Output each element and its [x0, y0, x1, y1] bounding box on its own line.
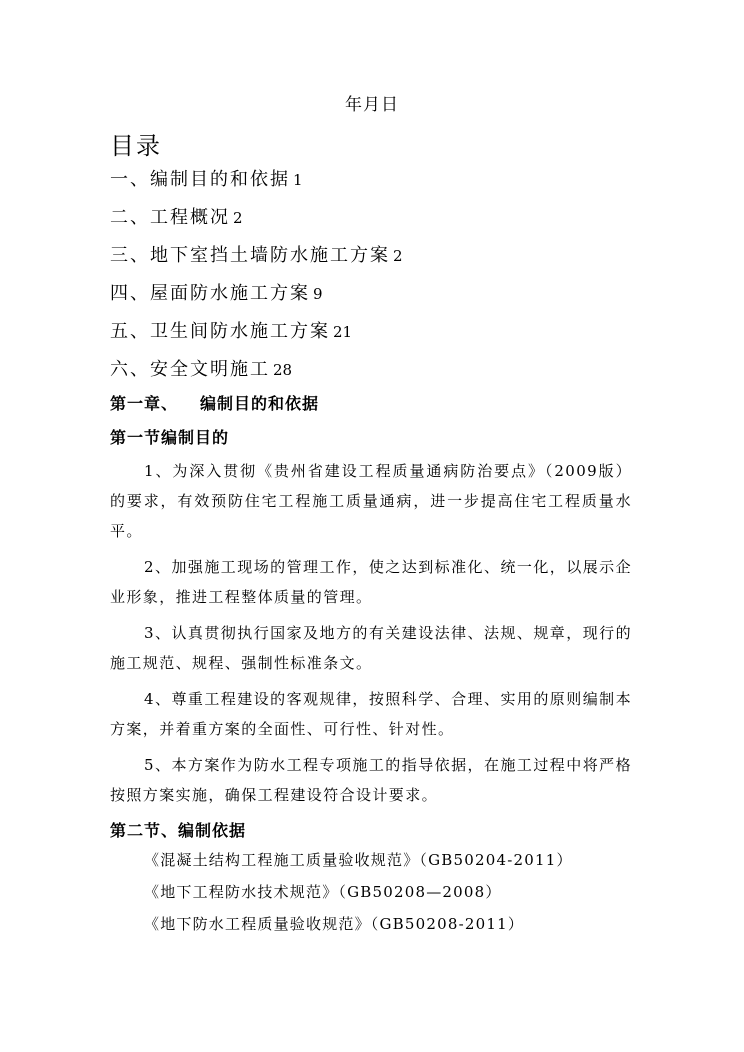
- chapter-number: 第一章、: [110, 394, 179, 413]
- paragraph: 2、加强施工现场的管理工作，使之达到标准化、统一化，以展示企业形象，推进工程整体质量的管理。: [110, 558, 632, 606]
- table-of-contents: [110, 168, 403, 396]
- toc-item-page: 21: [333, 323, 353, 341]
- purpose-paragraphs: [110, 456, 632, 810]
- paragraph: 4、尊重工程建设的客观规律，按照科学、合理、实用的原则编制本方案，并着重方案的全面性、可行性、针对性。: [110, 690, 632, 738]
- reference-item: 《混凝土结构工程施工质量验收规范》（GB50204-2011）: [144, 851, 573, 869]
- reference-list: [110, 845, 632, 939]
- toc-item-page: 1: [293, 171, 303, 189]
- date-line: 年月日: [345, 95, 399, 115]
- toc-item[interactable]: [110, 320, 403, 358]
- toc-item-page: 9: [313, 285, 323, 303]
- toc-item-label: 六、安全文明施工: [110, 359, 270, 380]
- toc-item-label: 二、工程概况: [110, 207, 230, 228]
- paragraph: 3、认真贯彻执行国家及地方的有关建设法律、法规、规章，现行的施工规范、规程、强制性标准条文。: [110, 624, 632, 672]
- reference-item: 《地下防水工程质量验收规范》（GB50208-2011）: [144, 915, 525, 933]
- section-heading-basis: 第二节、编制依据: [110, 821, 247, 840]
- section-heading-purpose: 第一节编制目的: [110, 428, 230, 447]
- toc-item-page: 2: [393, 247, 403, 265]
- toc-title: 目录: [110, 132, 162, 160]
- toc-item-label: 一、编制目的和依据: [110, 169, 290, 190]
- toc-item-label: 四、屋面防水施工方案: [110, 283, 310, 304]
- paragraph: 5、本方案作为防水工程专项施工的指导依据，在施工过程中将严格按照方案实施，确保工程建设符合设计要求。: [110, 756, 632, 804]
- toc-item-label: 五、卫生间防水施工方案: [110, 321, 330, 342]
- toc-item[interactable]: [110, 244, 403, 282]
- toc-item-page: 28: [273, 361, 293, 379]
- toc-item[interactable]: [110, 282, 403, 320]
- toc-item-page: 2: [233, 209, 243, 227]
- toc-item[interactable]: [110, 168, 403, 206]
- chapter-heading: [110, 391, 319, 414]
- reference-item: 《地下工程防水技术规范》（GB50208—2008）: [144, 883, 502, 901]
- paragraph: 1、为深入贯彻《贵州省建设工程质量通病防治要点》（2009版）的要求，有效预防住宅工程施工质量通病，进一步提高住宅工程质量水平。: [110, 462, 632, 540]
- toc-item-label: 三、地下室挡土墙防水施工方案: [110, 245, 390, 266]
- toc-item[interactable]: [110, 206, 403, 244]
- chapter-title: 编制目的和依据: [200, 394, 320, 413]
